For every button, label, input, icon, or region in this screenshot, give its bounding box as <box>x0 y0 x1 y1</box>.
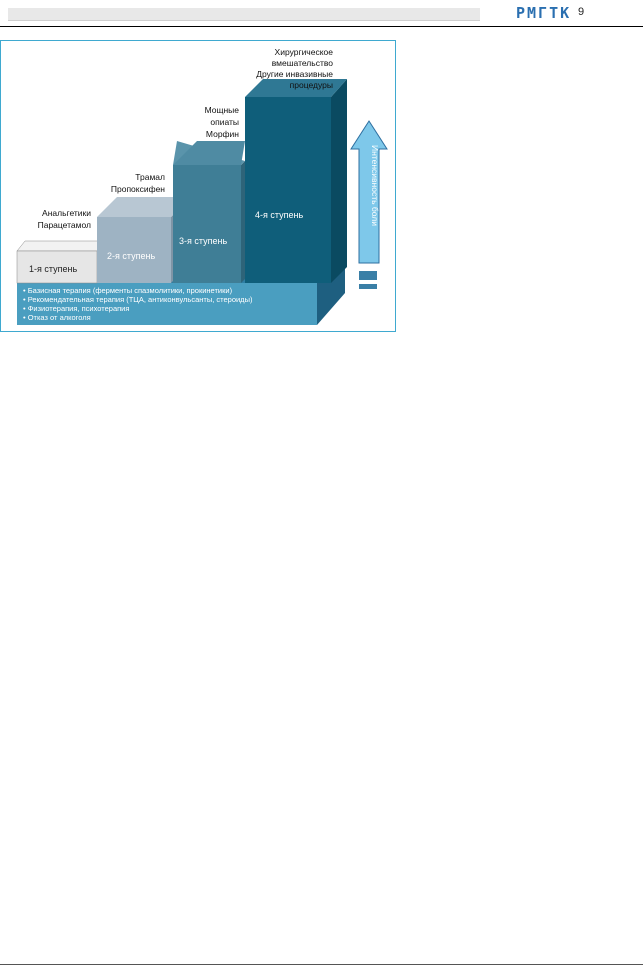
step-3-side <box>241 161 245 283</box>
header-bar <box>8 8 480 21</box>
step-3-front <box>173 165 241 283</box>
step-1-label: 1-я ступень <box>29 264 78 274</box>
arrow-tail-block-1 <box>359 271 377 280</box>
step-4-side <box>331 79 347 283</box>
step-2-front <box>97 217 171 283</box>
step-4-drug-3: Другие инвазивные <box>256 69 333 79</box>
step-1-drug-1: Анальгетики <box>42 208 91 218</box>
pain-intensity-arrow-icon <box>351 121 387 263</box>
base-item-1: • Базисная терапия (ферменты спазмолитики, прокинетики) <box>23 286 233 295</box>
logo: РМГТК <box>516 4 572 22</box>
step-4-drug-1: Хирургическое <box>274 47 333 57</box>
step-4-front <box>245 97 331 283</box>
step-3-drug-3: Морфин <box>205 129 239 139</box>
pain-ladder-diagram <box>1 41 397 333</box>
base-item-3: • Физиотерапия, психотерапия <box>23 304 130 313</box>
step-4-drug-4: процедуры <box>289 80 333 90</box>
arrow-tail-block-2 <box>359 284 377 289</box>
page-number: 9 <box>578 6 585 18</box>
figure-frame <box>0 40 396 332</box>
step-1-drug-2: Парацетамол <box>37 220 91 230</box>
step-2-drug-2: Пропоксифен <box>110 184 165 194</box>
step-2-label: 2-я ступень <box>107 251 156 261</box>
header-rule <box>0 26 643 27</box>
step-4-drug-2: вмешательство <box>271 58 333 68</box>
base-item-4: • Отказ от алкоголя <box>23 313 91 322</box>
step-3-drug-2: опиаты <box>210 117 239 127</box>
step-2-drug-1: Трамал <box>135 172 165 182</box>
step-4-label: 4-я ступень <box>255 210 304 220</box>
pain-intensity-label: Интенсивность боли <box>370 145 380 227</box>
step-3-drug-1: Мощные <box>204 105 239 115</box>
base-item-2: • Рекомендательная терапия (ТЦА, антиконвульсанты, стероиды) <box>23 295 253 304</box>
footer-rule <box>0 964 643 965</box>
step-1-top <box>17 241 105 251</box>
step-3-label: 3-я ступень <box>179 236 228 246</box>
